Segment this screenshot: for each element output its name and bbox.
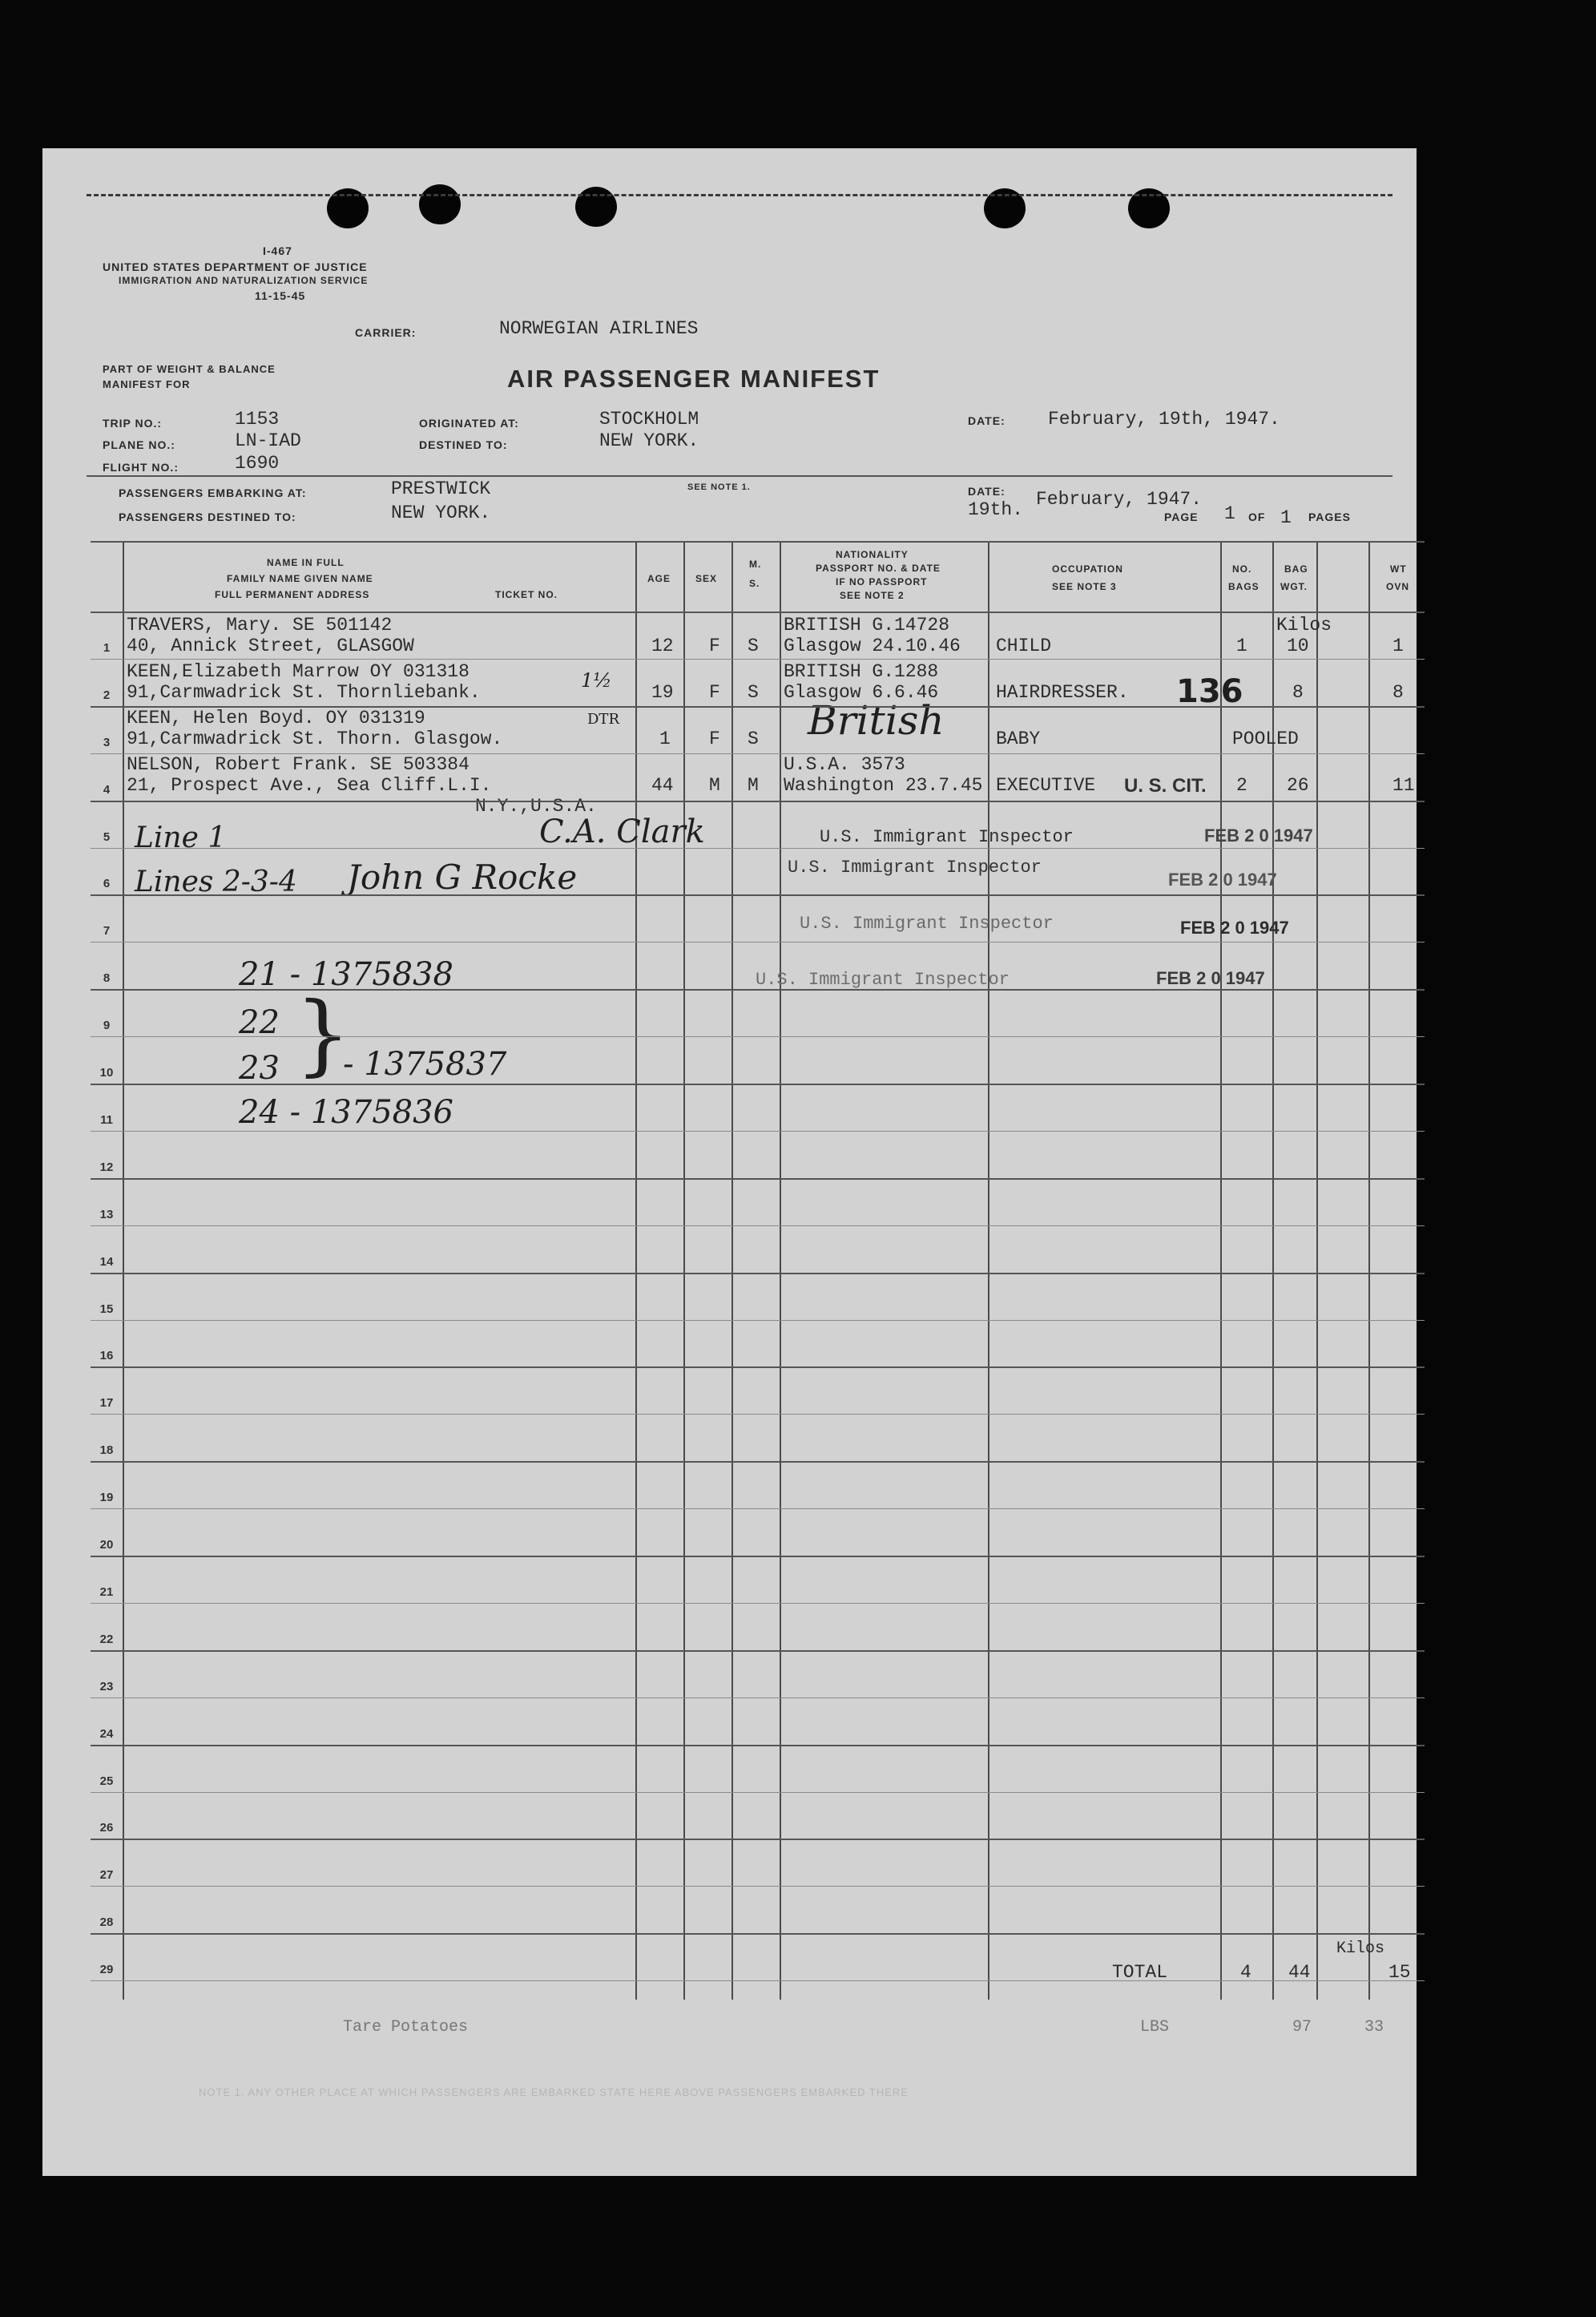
- totals-label: TOTAL: [1112, 1962, 1168, 1983]
- col-header-ms-1: M.: [749, 559, 762, 570]
- service-name: IMMIGRATION AND NATURALIZATION SERVICE: [119, 275, 369, 286]
- inspector-stamp-4-date: FEB 2 0 1947: [1156, 968, 1265, 988]
- handwritten-ref-23: 23: [239, 1050, 280, 1087]
- col-header-ms-2: S.: [749, 578, 760, 589]
- row3-occupation: BABY: [996, 729, 1041, 749]
- inspector-stamp-4: U.S. Immigrant Inspector: [756, 970, 1010, 990]
- row2-wt: 8: [1392, 682, 1404, 703]
- row2-name: KEEN,Elizabeth Marrow OY 031318: [127, 661, 470, 682]
- row-divider: [91, 1273, 1425, 1274]
- row-divider: [91, 989, 1425, 991]
- row-number: 3: [103, 735, 111, 749]
- row4-bag-wgt: 26: [1287, 775, 1309, 796]
- plane-label: PLANE NO.:: [103, 438, 175, 451]
- col-divider: [635, 541, 637, 2000]
- col-divider: [1316, 541, 1318, 2000]
- row-number: 26: [99, 1821, 114, 1835]
- row-divider: [91, 1131, 1425, 1132]
- inspector-stamp-2-date: FEB 2 0 1947: [1168, 870, 1277, 890]
- row-number: 28: [99, 1915, 114, 1930]
- row-divider: [91, 706, 1425, 708]
- col-header-wt-2: OVN: [1386, 581, 1410, 592]
- row-number: 19: [99, 1491, 114, 1505]
- destined-value: NEW YORK.: [599, 430, 699, 451]
- row-number: 15: [99, 1302, 114, 1316]
- row1-name: TRAVERS, Mary. SE 501142: [127, 615, 393, 636]
- row-divider: [91, 1461, 1425, 1463]
- row-divider: [91, 801, 1425, 802]
- col-header-address: FULL PERMANENT ADDRESS: [215, 589, 370, 600]
- row1-address: 40, Annick Street, GLASGOW: [127, 636, 414, 656]
- page-label: PAGE: [1164, 511, 1199, 523]
- col-divider: [732, 541, 733, 2000]
- handwritten-line1-note: Line 1: [135, 821, 227, 854]
- row2-nationality: BRITISH G.1288: [784, 661, 939, 682]
- header-bottom-border: [91, 612, 1425, 613]
- row-divider: [91, 659, 1425, 660]
- row-divider: [91, 1036, 1425, 1037]
- row1-kilos: Kilos: [1276, 615, 1332, 636]
- col-header-nationality: NATIONALITY: [836, 549, 909, 560]
- date2-label: DATE:: [968, 485, 1006, 498]
- row-divider: [91, 1414, 1425, 1415]
- col-header-passport: PASSPORT NO. & DATE: [816, 563, 941, 574]
- col-header-bags: BAGS: [1228, 581, 1259, 592]
- col-divider: [683, 541, 685, 2000]
- lbs-bag-wgt: 97: [1292, 2018, 1312, 2036]
- totals-bags: 4: [1240, 1962, 1251, 1983]
- originated-value: STOCKHOLM: [599, 409, 699, 430]
- row3-age: 1: [659, 729, 671, 749]
- handwritten-ref-22: 22: [239, 1004, 280, 1041]
- row-divider: [91, 1366, 1425, 1368]
- row4-bags: 2: [1236, 775, 1247, 796]
- row3-sex: F: [709, 729, 720, 749]
- destined-label: DESTINED TO:: [419, 438, 508, 451]
- row-divider: [91, 1556, 1425, 1557]
- row-number: 24: [99, 1726, 114, 1741]
- row4-name: NELSON, Robert Frank. SE 503384: [127, 754, 470, 775]
- col-divider: [123, 541, 124, 2000]
- col-header-occupation: OCCUPATION: [1052, 563, 1123, 575]
- inspector-stamp-3-date: FEB 2 0 1947: [1180, 918, 1289, 938]
- inspector-stamp-1-date: FEB 2 0 1947: [1204, 825, 1313, 846]
- handwritten-brace: }: [295, 983, 351, 1085]
- handwritten-line1-signature: C.A. Clark: [539, 813, 705, 850]
- row-divider: [91, 1980, 1425, 1981]
- trip-value: 1153: [235, 409, 280, 430]
- row-number: 18: [99, 1443, 114, 1458]
- row-divider: [91, 942, 1425, 943]
- col-header-name: NAME IN FULL: [267, 557, 345, 568]
- totals-bag-wgt: 44: [1288, 1962, 1311, 1983]
- handwritten-ref-21: 21 - 1375838: [239, 956, 453, 993]
- row1-passport: Glasgow 24.10.46: [784, 636, 961, 656]
- row-number: 14: [99, 1254, 114, 1269]
- row-number: 16: [99, 1349, 114, 1363]
- row1-bags: 1: [1236, 636, 1247, 656]
- row1-occupation: CHILD: [996, 636, 1052, 656]
- col-header-bag-wgt-1: BAG: [1284, 563, 1308, 575]
- row3-age-note: DTR: [587, 711, 619, 728]
- row4-wt: 11: [1392, 775, 1415, 796]
- row-number: 13: [99, 1207, 114, 1221]
- perforation-line: [87, 194, 1392, 196]
- tare-label: Tare Potatoes: [343, 2018, 469, 2036]
- plane-value: LN-IAD: [235, 430, 301, 451]
- row2-age-note: 1½: [581, 669, 612, 692]
- punch-hole: [419, 184, 461, 224]
- see-note-1: SEE NOTE 1.: [687, 482, 751, 492]
- table-top-border: [91, 541, 1425, 543]
- row4-occupation: EXECUTIVE: [996, 775, 1096, 796]
- lbs-wt: 33: [1364, 2018, 1384, 2036]
- row4-sex: M: [709, 775, 720, 796]
- carrier-label: CARRIER:: [355, 326, 417, 339]
- row2-age: 19: [651, 682, 674, 703]
- row4-passport: Washington 23.7.45: [784, 775, 983, 796]
- header-divider: [87, 475, 1392, 477]
- inspector-stamp-2: U.S. Immigrant Inspector: [788, 858, 1042, 878]
- form-number: I-467: [263, 244, 292, 257]
- col-divider: [1368, 541, 1370, 2000]
- row-divider: [91, 894, 1425, 896]
- handwritten-ref-24: 24 - 1375836: [239, 1094, 453, 1131]
- col-header-family-given: FAMILY NAME GIVEN NAME: [227, 573, 373, 584]
- col-divider: [1220, 541, 1222, 2000]
- col-header-sex: SEX: [695, 573, 718, 584]
- row4-age: 44: [651, 775, 674, 796]
- row1-wt: 1: [1392, 636, 1404, 656]
- row-divider: [91, 1603, 1425, 1604]
- col-header-bag-wgt-2: WGT.: [1280, 581, 1308, 592]
- page-value: 1: [1224, 503, 1235, 524]
- row-divider: [91, 1508, 1425, 1509]
- handwritten-line2-note: Lines 2-3-4: [135, 866, 297, 898]
- row-number: 2: [103, 688, 111, 702]
- row2-bag-wgt: 8: [1292, 682, 1304, 703]
- page-title: AIR PASSENGER MANIFEST: [507, 365, 881, 393]
- row-divider: [91, 1792, 1425, 1793]
- row-number: 9: [103, 1019, 111, 1033]
- row-number: 20: [99, 1538, 114, 1552]
- punch-hole: [575, 187, 617, 227]
- row1-ms: S: [748, 636, 759, 656]
- carrier-value: NORWEGIAN AIRLINES: [499, 318, 699, 339]
- row2-sex: F: [709, 682, 720, 703]
- col-header-age: AGE: [647, 573, 671, 584]
- row-number: 6: [103, 877, 111, 891]
- row4-address: 21, Prospect Ave., Sea Cliff.L.I.: [127, 775, 492, 796]
- handwritten-ref-23-value: - 1375837: [343, 1046, 507, 1083]
- row4-ms: M: [748, 775, 759, 796]
- row-number: 10: [99, 1066, 114, 1080]
- col-header-ticket: TICKET NO.: [495, 589, 558, 600]
- row2-passport: Glasgow 6.6.46: [784, 682, 939, 703]
- date2-day: 19th.: [968, 499, 1024, 520]
- row4-address-line2: N.Y.,U.S.A.: [475, 796, 597, 817]
- row2-ms: S: [748, 682, 759, 703]
- row3-ms: S: [748, 729, 759, 749]
- row-divider: [91, 1745, 1425, 1746]
- row1-sex: F: [709, 636, 720, 656]
- row3-bag-wgt: POOLED: [1232, 729, 1299, 749]
- form-date: 11-15-45: [255, 289, 306, 302]
- row-divider: [91, 1933, 1425, 1935]
- row-number: 11: [100, 1112, 113, 1127]
- row-number: 21: [99, 1584, 114, 1599]
- row-number: 4: [103, 782, 111, 797]
- row3-name: KEEN, Helen Boyd. OY 031319: [127, 708, 425, 729]
- row2-address: 91,Carmwadrick St. Thornliebank.: [127, 682, 481, 703]
- row-number: 27: [99, 1868, 114, 1883]
- of-label: OF: [1248, 511, 1266, 523]
- row-divider: [91, 1320, 1425, 1321]
- inspector-stamp-1: U.S. Immigrant Inspector: [820, 827, 1074, 847]
- col-divider: [780, 541, 781, 2000]
- lbs-label: LBS: [1140, 2018, 1170, 2036]
- row-number: 8: [103, 971, 111, 986]
- row-number: 22: [99, 1632, 114, 1646]
- embarking-label: PASSENGERS EMBARKING AT:: [119, 486, 307, 499]
- trip-label: TRIP NO.:: [103, 417, 163, 430]
- row-number: 25: [99, 1774, 114, 1788]
- row2-occupation: HAIRDRESSER.: [996, 682, 1129, 703]
- col-header-see-note-3: SEE NOTE 3: [1052, 581, 1117, 592]
- totals-kilos-label: Kilos: [1336, 1940, 1385, 1958]
- embarking-value: PRESTWICK: [391, 478, 491, 499]
- inspector-stamp-3: U.S. Immigrant Inspector: [800, 914, 1054, 934]
- col-divider: [988, 541, 989, 2000]
- row-divider: [91, 848, 1425, 849]
- part-of-label: PART OF WEIGHT & BALANCE: [103, 363, 276, 375]
- row4-citizen-stamp: U. S. CIT.: [1124, 775, 1207, 797]
- row-number: 7: [103, 924, 111, 939]
- col-header-no-passport: IF NO PASSPORT: [836, 576, 928, 587]
- row1-nationality: BRITISH G.14728: [784, 615, 950, 636]
- row-number: 29: [99, 1963, 114, 1977]
- col-divider: [1272, 541, 1274, 2000]
- row-divider: [91, 1839, 1425, 1840]
- flight-label: FLIGHT NO.:: [103, 461, 179, 474]
- row-divider: [91, 1178, 1425, 1180]
- originated-label: ORIGINATED AT:: [419, 417, 519, 430]
- department-name: UNITED STATES DEPARTMENT OF JUSTICE: [103, 260, 368, 273]
- manifest-for-label: MANIFEST FOR: [103, 378, 191, 390]
- footer-note: NOTE 1. ANY OTHER PLACE AT WHICH PASSENGERS ARE EMBARKED STATE HERE ABOVE PASSENGERS EMBARKED THERE: [199, 2086, 909, 2098]
- row4-nationality: U.S.A. 3573: [784, 754, 905, 775]
- row-number: 1: [103, 640, 111, 655]
- col-header-bags-no: NO.: [1232, 563, 1252, 575]
- manifest-sheet: [42, 148, 1417, 2176]
- flight-value: 1690: [235, 453, 280, 474]
- date-label: DATE:: [968, 414, 1006, 427]
- date-value: February, 19th, 1947.: [1048, 409, 1280, 430]
- row-number: 5: [103, 830, 111, 844]
- row-number: 12: [99, 1160, 114, 1174]
- row-number: 17: [99, 1396, 114, 1411]
- handwritten-line2-signature: John G Rocke: [347, 858, 578, 897]
- date2-value: February, 1947.: [1036, 489, 1203, 510]
- row-divider: [91, 1650, 1425, 1652]
- row-number: 23: [99, 1679, 114, 1693]
- row-divider: [91, 1084, 1425, 1085]
- pages-value: 1: [1280, 507, 1292, 528]
- row1-bag-wgt: 10: [1287, 636, 1309, 656]
- col-header-wt-1: WT: [1390, 563, 1407, 575]
- row1-age: 12: [651, 636, 674, 656]
- row3-address: 91,Carmwadrick St. Thorn. Glasgow.: [127, 729, 503, 749]
- handwritten-british: British: [808, 697, 945, 744]
- totals-wt: 15: [1388, 1962, 1411, 1983]
- row-divider: [91, 753, 1425, 754]
- row-divider: [91, 1697, 1425, 1698]
- handwritten-code-136: 136: [1176, 673, 1243, 710]
- pass-destined-value: NEW YORK.: [391, 503, 491, 523]
- row-divider: [91, 1225, 1425, 1226]
- pages-label: PAGES: [1308, 511, 1351, 523]
- pass-destined-label: PASSENGERS DESTINED TO:: [119, 511, 296, 523]
- col-header-see-note-2: SEE NOTE 2: [840, 590, 905, 601]
- row-divider: [91, 1886, 1425, 1887]
- passenger-table: [91, 541, 1425, 2000]
